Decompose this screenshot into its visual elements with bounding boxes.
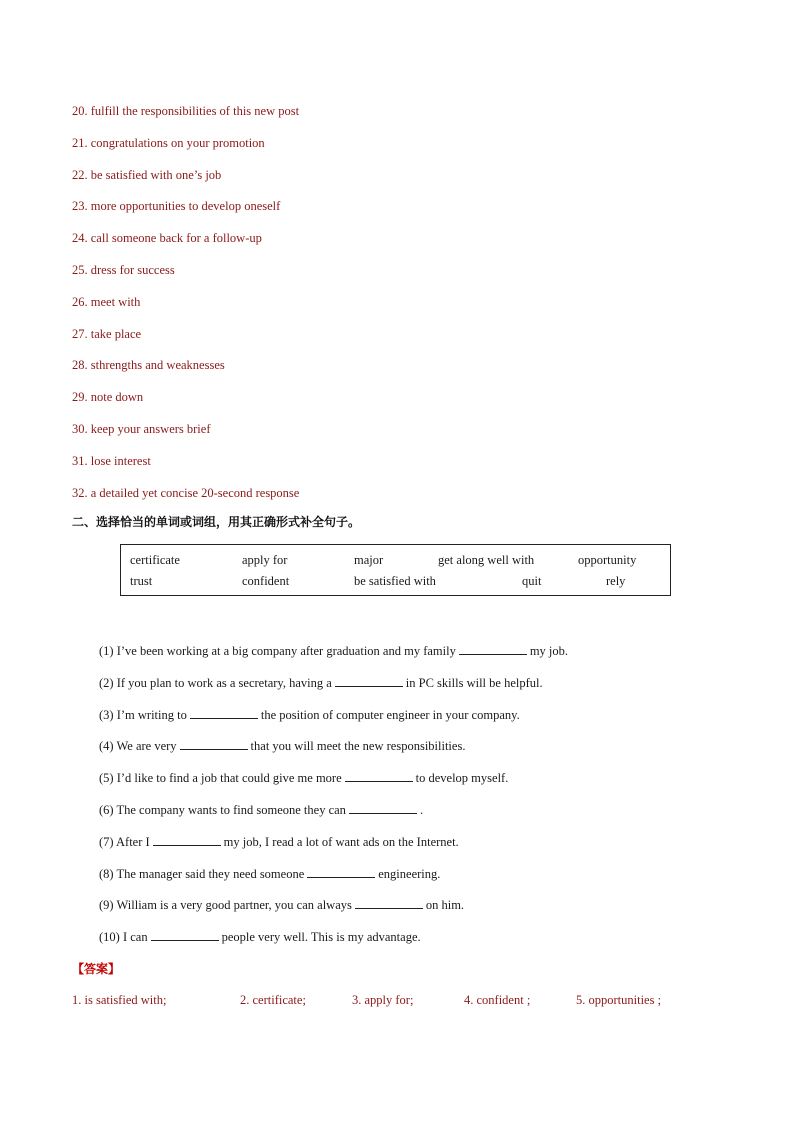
phrase-list: [72, 102, 299, 515]
exercise-list: [99, 642, 568, 960]
sentence-end: on him.: [425, 898, 465, 913]
sentence-start: (10) I can: [99, 930, 148, 945]
answer-blank[interactable]: [459, 642, 527, 655]
sentence-end: the position of computer engineer in your company.: [260, 707, 520, 722]
answer-item: 3. apply for;: [352, 993, 414, 1007]
sentence-start: (2) If you plan to work as a secretary, having a: [99, 675, 332, 690]
answer-item: 5. opportunities ;: [576, 993, 662, 1007]
word-bank-item: trust: [130, 574, 153, 588]
sentence-end: to develop myself.: [415, 771, 509, 786]
sentence-start: (3) I’m writing to: [99, 707, 187, 722]
sentence-end: people very well. This is my advantage.: [221, 930, 421, 945]
answer-blank[interactable]: [345, 769, 413, 782]
phrase-item: 22. be satisfied with one’s job: [72, 167, 222, 182]
phrase-item: 28. sthrengths and weaknesses: [72, 358, 225, 373]
sentence-end: in PC skills will be helpful.: [405, 675, 543, 690]
sentence-end: .: [419, 802, 424, 817]
phrase-item: 23. more opportunities to develop oneself: [72, 199, 281, 214]
answer-blank[interactable]: [153, 833, 221, 846]
phrase-item: 30. keep your answers brief: [72, 421, 211, 436]
sentence-start: (5) I’d like to find a job that could give me more: [99, 771, 342, 786]
sentence-start: (1) I’ve been working at a big company after graduation and my family: [99, 644, 456, 658]
sentence-start: (8) The manager said they need someone: [99, 866, 305, 881]
word-bank-item: confident: [242, 574, 290, 588]
sentence-end: my job, I read a lot of want ads on the Internet.: [223, 834, 459, 849]
answer-blank[interactable]: [335, 674, 403, 687]
exercise-item: [99, 737, 568, 769]
answer-blank[interactable]: [151, 928, 219, 941]
word-bank-item: major: [354, 553, 384, 567]
exercise-item: [99, 769, 568, 801]
answer-blank[interactable]: [355, 896, 423, 909]
sentence-start: (6) The company wants to find someone they can: [99, 802, 346, 817]
word-bank-item: get along well with: [438, 553, 535, 567]
sentence-end: that you will meet the new responsibilities.: [250, 739, 466, 754]
sentence-end: engineering.: [378, 866, 441, 881]
phrase-item: 31. lose interest: [72, 453, 151, 468]
exercise-item: [99, 706, 568, 738]
answer-blank[interactable]: [307, 865, 375, 878]
answer-blank[interactable]: [180, 737, 248, 750]
exercise-item: [99, 674, 568, 706]
answer-label: 【答案】: [72, 962, 121, 976]
phrase-item: 25. dress for success: [72, 262, 175, 277]
word-bank-box: [120, 544, 671, 596]
section-title: 二、选择恰当的单词或词组，用其正确形式补全句子。: [72, 515, 361, 529]
sentence-start: (4) We are very: [99, 739, 177, 754]
sentence-start: (9) William is a very good partner, you can always: [99, 898, 352, 913]
answer-item: 1. is satisfied with;: [72, 993, 167, 1007]
word-bank-item: apply for: [242, 553, 288, 567]
phrase-item: 27. take place: [72, 326, 142, 341]
phrase-item: 32. a detailed yet concise 20-second response: [72, 485, 300, 500]
sentence-start: (7) After I: [99, 834, 150, 849]
word-bank-item: certificate: [130, 553, 180, 567]
exercise-item: [99, 833, 568, 865]
answer-item: 4. confident ;: [464, 993, 531, 1007]
phrase-item: 21. congratulations on your promotion: [72, 135, 265, 150]
sentence-end: my job.: [529, 644, 569, 658]
exercise-item: [99, 865, 568, 897]
exercise-item: [99, 928, 568, 960]
word-bank-item: opportunity: [578, 553, 637, 567]
phrase-item: 20. fulfill the responsibilities of this new post: [72, 104, 300, 118]
exercise-item: [99, 642, 568, 674]
exercise-item: [99, 801, 568, 833]
phrase-item: 29. note down: [72, 390, 144, 405]
exercise-item: [99, 896, 568, 928]
word-bank-item: rely: [606, 574, 626, 588]
phrase-item: 24. call someone back for a follow-up: [72, 231, 262, 246]
answer-blank[interactable]: [349, 801, 417, 814]
word-bank-item: quit: [522, 574, 542, 588]
answer-item: 2. certificate;: [240, 993, 306, 1007]
answer-blank[interactable]: [190, 706, 258, 719]
word-bank-item: be satisfied with: [354, 574, 436, 588]
phrase-item: 26. meet with: [72, 294, 141, 309]
